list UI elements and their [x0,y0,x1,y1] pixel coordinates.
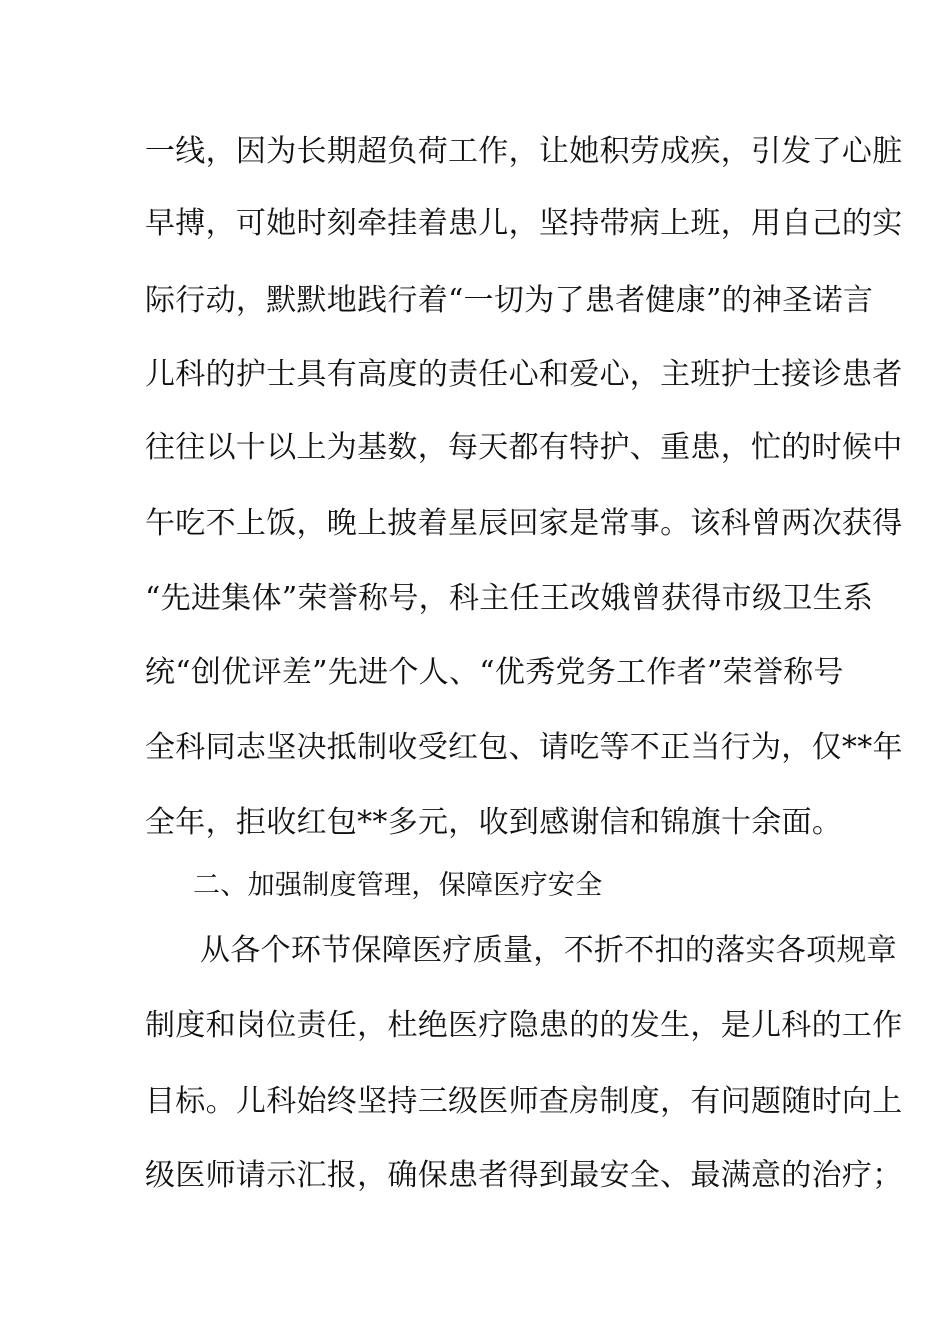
paragraph-line: 早搏，可她时刻牵挂着患儿，坚持带病上班，用自己的实 [145,206,903,241]
paragraph-line: 制度和岗位责任，杜绝医疗隐患的的发生，是儿科的工作 [145,1008,903,1043]
paragraph-line: “先进集体”荣誉称号，科主任王改娥曾获得市级卫生系 [145,581,874,616]
paragraph-line: 儿科的护士具有高度的责任心和爱心，主班护士接诊患者 [145,357,903,392]
paragraph-line: 际行动，默默地践行着“一切为了患者健康”的神圣诺言 [145,283,874,318]
paragraph-line: 目标。儿科始终坚持三级医师查房制度，有问题随时向上 [145,1084,903,1119]
paragraph-line: 午吃不上饭，晚上披着星辰回家是常事。该科曾两次获得 [145,506,903,541]
paragraph-line: 全科同志坚决抵制收受红包、请吃等不正当行为，仅**年 [145,730,903,765]
paragraph-line: 级医师请示汇报，确保患者得到最安全、最满意的治疗； [145,1158,903,1193]
paragraph-line: 往往以十以上为基数，每天都有特护、重患，忙的时候中 [145,430,903,465]
paragraph-line: 从各个环节保障医疗质量，不折不扣的落实各项规章 [200,933,897,968]
paragraph-line: 统“创优评差”先进个人、“优秀党务工作者”荣誉称号 [145,655,844,690]
paragraph-line: 一线，因为长期超负荷工作，让她积劳成疾，引发了心脏 [145,134,903,169]
paragraph-line: 全年，拒收红包**多元，收到感谢信和锦旗十余面。 [145,805,843,840]
section-heading: 二、加强制度管理，保障医疗安全 [193,870,603,901]
